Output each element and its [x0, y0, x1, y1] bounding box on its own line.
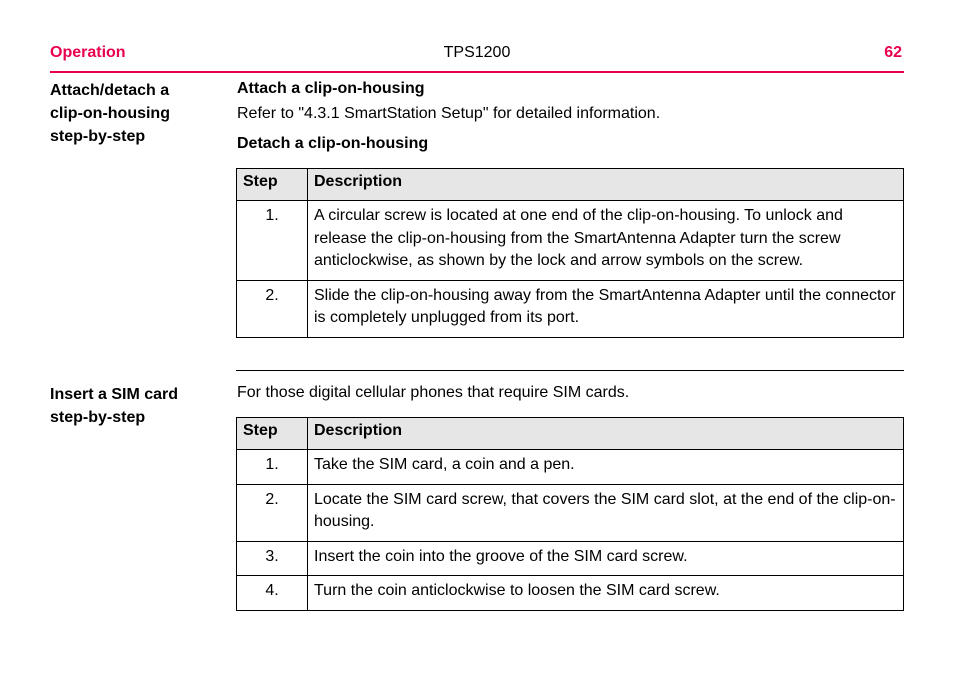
side-heading-line: clip-on-housing	[50, 105, 170, 122]
table-row	[237, 576, 904, 611]
step-description: Locate the SIM card screw, that covers the SIM card slot, at the end of the clip-on-housing.	[308, 484, 904, 541]
step-number: 4.	[237, 576, 308, 611]
step-description: Turn the coin anticlockwise to loosen the SIM card screw.	[308, 576, 904, 611]
table-header-row	[237, 169, 904, 201]
step-description: Insert the coin into the groove of the SIM card screw.	[308, 541, 904, 576]
step-number: 1.	[237, 450, 308, 485]
step-description: A circular screw is located at one end of the clip-on-housing. To unlock and release the clip-on-housing from the SmartAntenna Adapter turn the screw anticlockwise, as shown by the lock and arrow symbols on the screw.	[308, 201, 904, 281]
table-header-row	[237, 418, 904, 450]
step-number: 2.	[237, 280, 308, 337]
step-number: 3.	[237, 541, 308, 576]
column-header-step: Step	[237, 418, 308, 450]
sim-intro-text: For those digital cellular phones that require SIM cards.	[237, 384, 630, 401]
section-title: Operation	[50, 44, 126, 61]
header-rule	[50, 71, 904, 73]
side-heading-line: step-by-step	[50, 409, 146, 426]
side-heading-attach-detach	[50, 79, 220, 148]
step-number: 2.	[237, 484, 308, 541]
product-name: TPS1200	[443, 44, 511, 61]
side-heading-line: Attach/detach a	[50, 82, 170, 99]
page-number: 62	[884, 44, 902, 61]
table-row	[237, 201, 904, 281]
table-row	[237, 280, 904, 337]
detach-heading: Detach a clip-on-housing	[237, 135, 429, 152]
column-header-description: Description	[308, 169, 904, 201]
attach-text: Refer to "4.3.1 SmartStation Setup" for detailed information.	[237, 105, 661, 122]
side-heading-line: Insert a SIM card	[50, 386, 179, 403]
section-divider	[236, 370, 904, 371]
attach-heading: Attach a clip-on-housing	[237, 80, 425, 97]
step-description: Take the SIM card, a coin and a pen.	[308, 450, 904, 485]
table-row	[237, 484, 904, 541]
column-header-step: Step	[237, 169, 308, 201]
sim-steps-table	[236, 417, 904, 611]
step-description: Slide the clip-on-housing away from the SmartAntenna Adapter until the connector is completely unplugged from its port.	[308, 280, 904, 337]
table-row	[237, 450, 904, 485]
table-row	[237, 541, 904, 576]
detach-steps-table	[236, 168, 904, 338]
step-number: 1.	[237, 201, 308, 281]
column-header-description: Description	[308, 418, 904, 450]
side-heading-sim-card	[50, 383, 220, 429]
side-heading-line: step-by-step	[50, 128, 146, 145]
